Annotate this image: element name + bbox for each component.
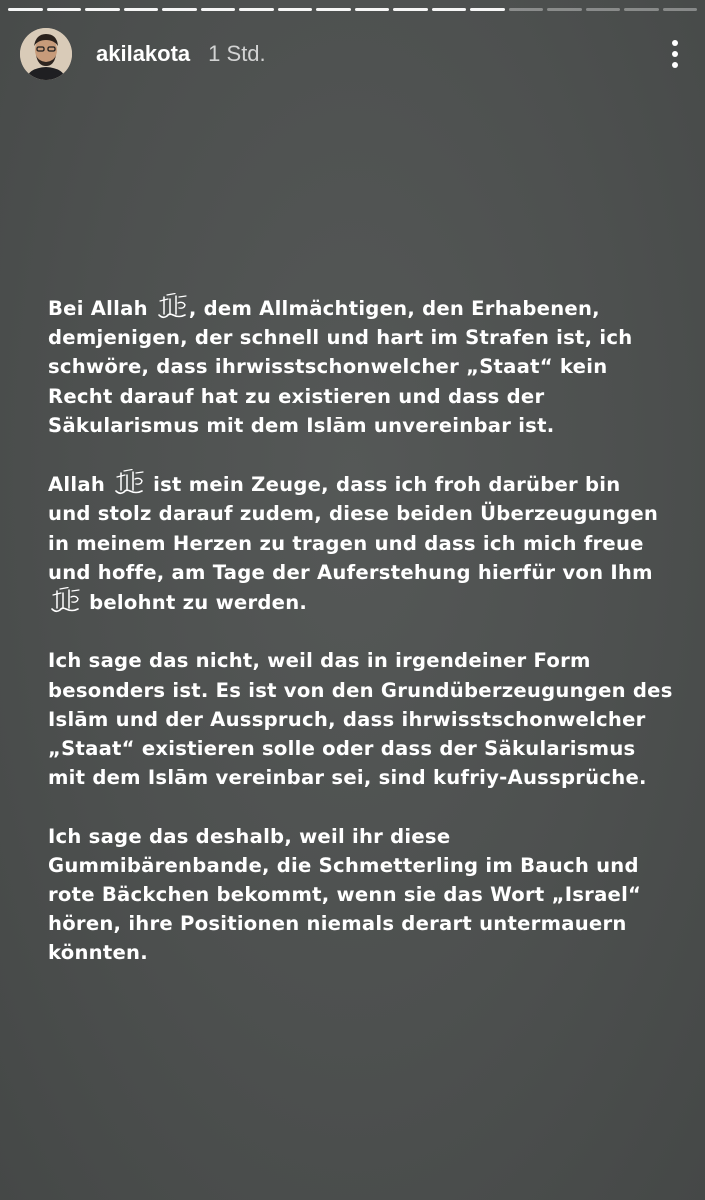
progress-segment — [509, 8, 544, 11]
progress-segment — [162, 8, 197, 11]
paragraph — [48, 822, 678, 968]
progress-segment — [393, 8, 428, 11]
story-text — [48, 293, 678, 997]
progress-segment — [355, 8, 390, 11]
honorific-calligraphy-icon — [48, 587, 82, 615]
paragraph — [48, 469, 678, 617]
progress-segment — [8, 8, 43, 11]
text-fragment: belohnt zu werden. — [82, 591, 308, 615]
text-line: besonders ist. Es ist von den Grundüberzeugungen des — [48, 678, 673, 702]
honorific-calligraphy-icon — [155, 293, 189, 321]
text-line: Gummibärenbande, die Schmetterling im Bauch und — [48, 853, 639, 877]
text-line: demjenigen, der schnell und hart im Strafen ist, ich — [48, 326, 633, 350]
text-line: mit dem Islām vereinbar sei, sind kufriy-Aussprüche. — [48, 766, 647, 790]
text-fragment: ist mein Zeuge, dass ich froh darüber bin — [146, 473, 621, 497]
text-line: rote Bäckchen bekommt, wenn sie das Wort „Israel“ — [48, 883, 642, 907]
text-line: und hoffe, am Tage der Auferstehung hierfür von Ihm — [48, 560, 653, 584]
progress-segment — [586, 8, 621, 11]
paragraph — [48, 293, 678, 440]
more-vertical-icon[interactable] — [665, 36, 685, 72]
text-line: „Staat“ existieren solle oder dass der Säkularismus — [48, 737, 636, 761]
text-line: hören, ihre Positionen niemals derart untermauern — [48, 912, 627, 936]
text-line: Säkularismus mit dem Islām unvereinbar ist. — [48, 413, 555, 437]
text-line: Islām und der Ausspruch, dass ihrwisstschonwelcher — [48, 707, 646, 731]
text-fragment: , dem Allmächtigen, den Erhabenen, — [188, 297, 600, 320]
progress-segment — [316, 8, 351, 11]
progress-segment — [124, 8, 159, 11]
honorific-calligraphy-icon — [112, 469, 146, 497]
progress-segment — [201, 8, 236, 11]
text-line: und stolz darauf zudem, diese beiden Überzeugungen — [48, 502, 659, 526]
progress-segment — [432, 8, 467, 11]
text-fragment: Bei Allah — [48, 297, 155, 320]
text-line: Recht darauf hat zu existieren und dass der — [48, 384, 545, 408]
progress-segment — [547, 8, 582, 11]
menu-dot — [672, 62, 678, 68]
progress-segment — [624, 8, 659, 11]
timestamp: 1 Std. — [208, 41, 266, 66]
progress-segment — [470, 8, 505, 11]
text-line: könnten. — [48, 941, 148, 965]
progress-segment — [85, 8, 120, 11]
progress-segment — [663, 8, 698, 11]
progress-segment — [278, 8, 313, 11]
story-progress-bar — [8, 8, 697, 11]
progress-segment — [239, 8, 274, 11]
text-line: Ich sage das nicht, weil das in irgendeiner Form — [48, 649, 591, 673]
progress-segment — [47, 8, 82, 11]
text-line — [48, 587, 678, 617]
text-line — [48, 469, 678, 499]
text-line: schwöre, dass ihrwisstschonwelcher „Staat“ kein — [48, 355, 608, 379]
story-header — [20, 26, 685, 82]
avatar[interactable] — [20, 28, 72, 80]
text-line: in meinem Herzen zu tragen und dass ich mich freue — [48, 531, 644, 555]
text-line — [48, 293, 678, 323]
text-fragment: Allah — [48, 473, 113, 497]
paragraph — [48, 646, 678, 792]
username[interactable]: akilakota — [96, 41, 191, 66]
menu-dot — [672, 40, 678, 46]
menu-dot — [672, 51, 678, 57]
text-line: Ich sage das deshalb, weil ihr diese — [48, 824, 451, 848]
